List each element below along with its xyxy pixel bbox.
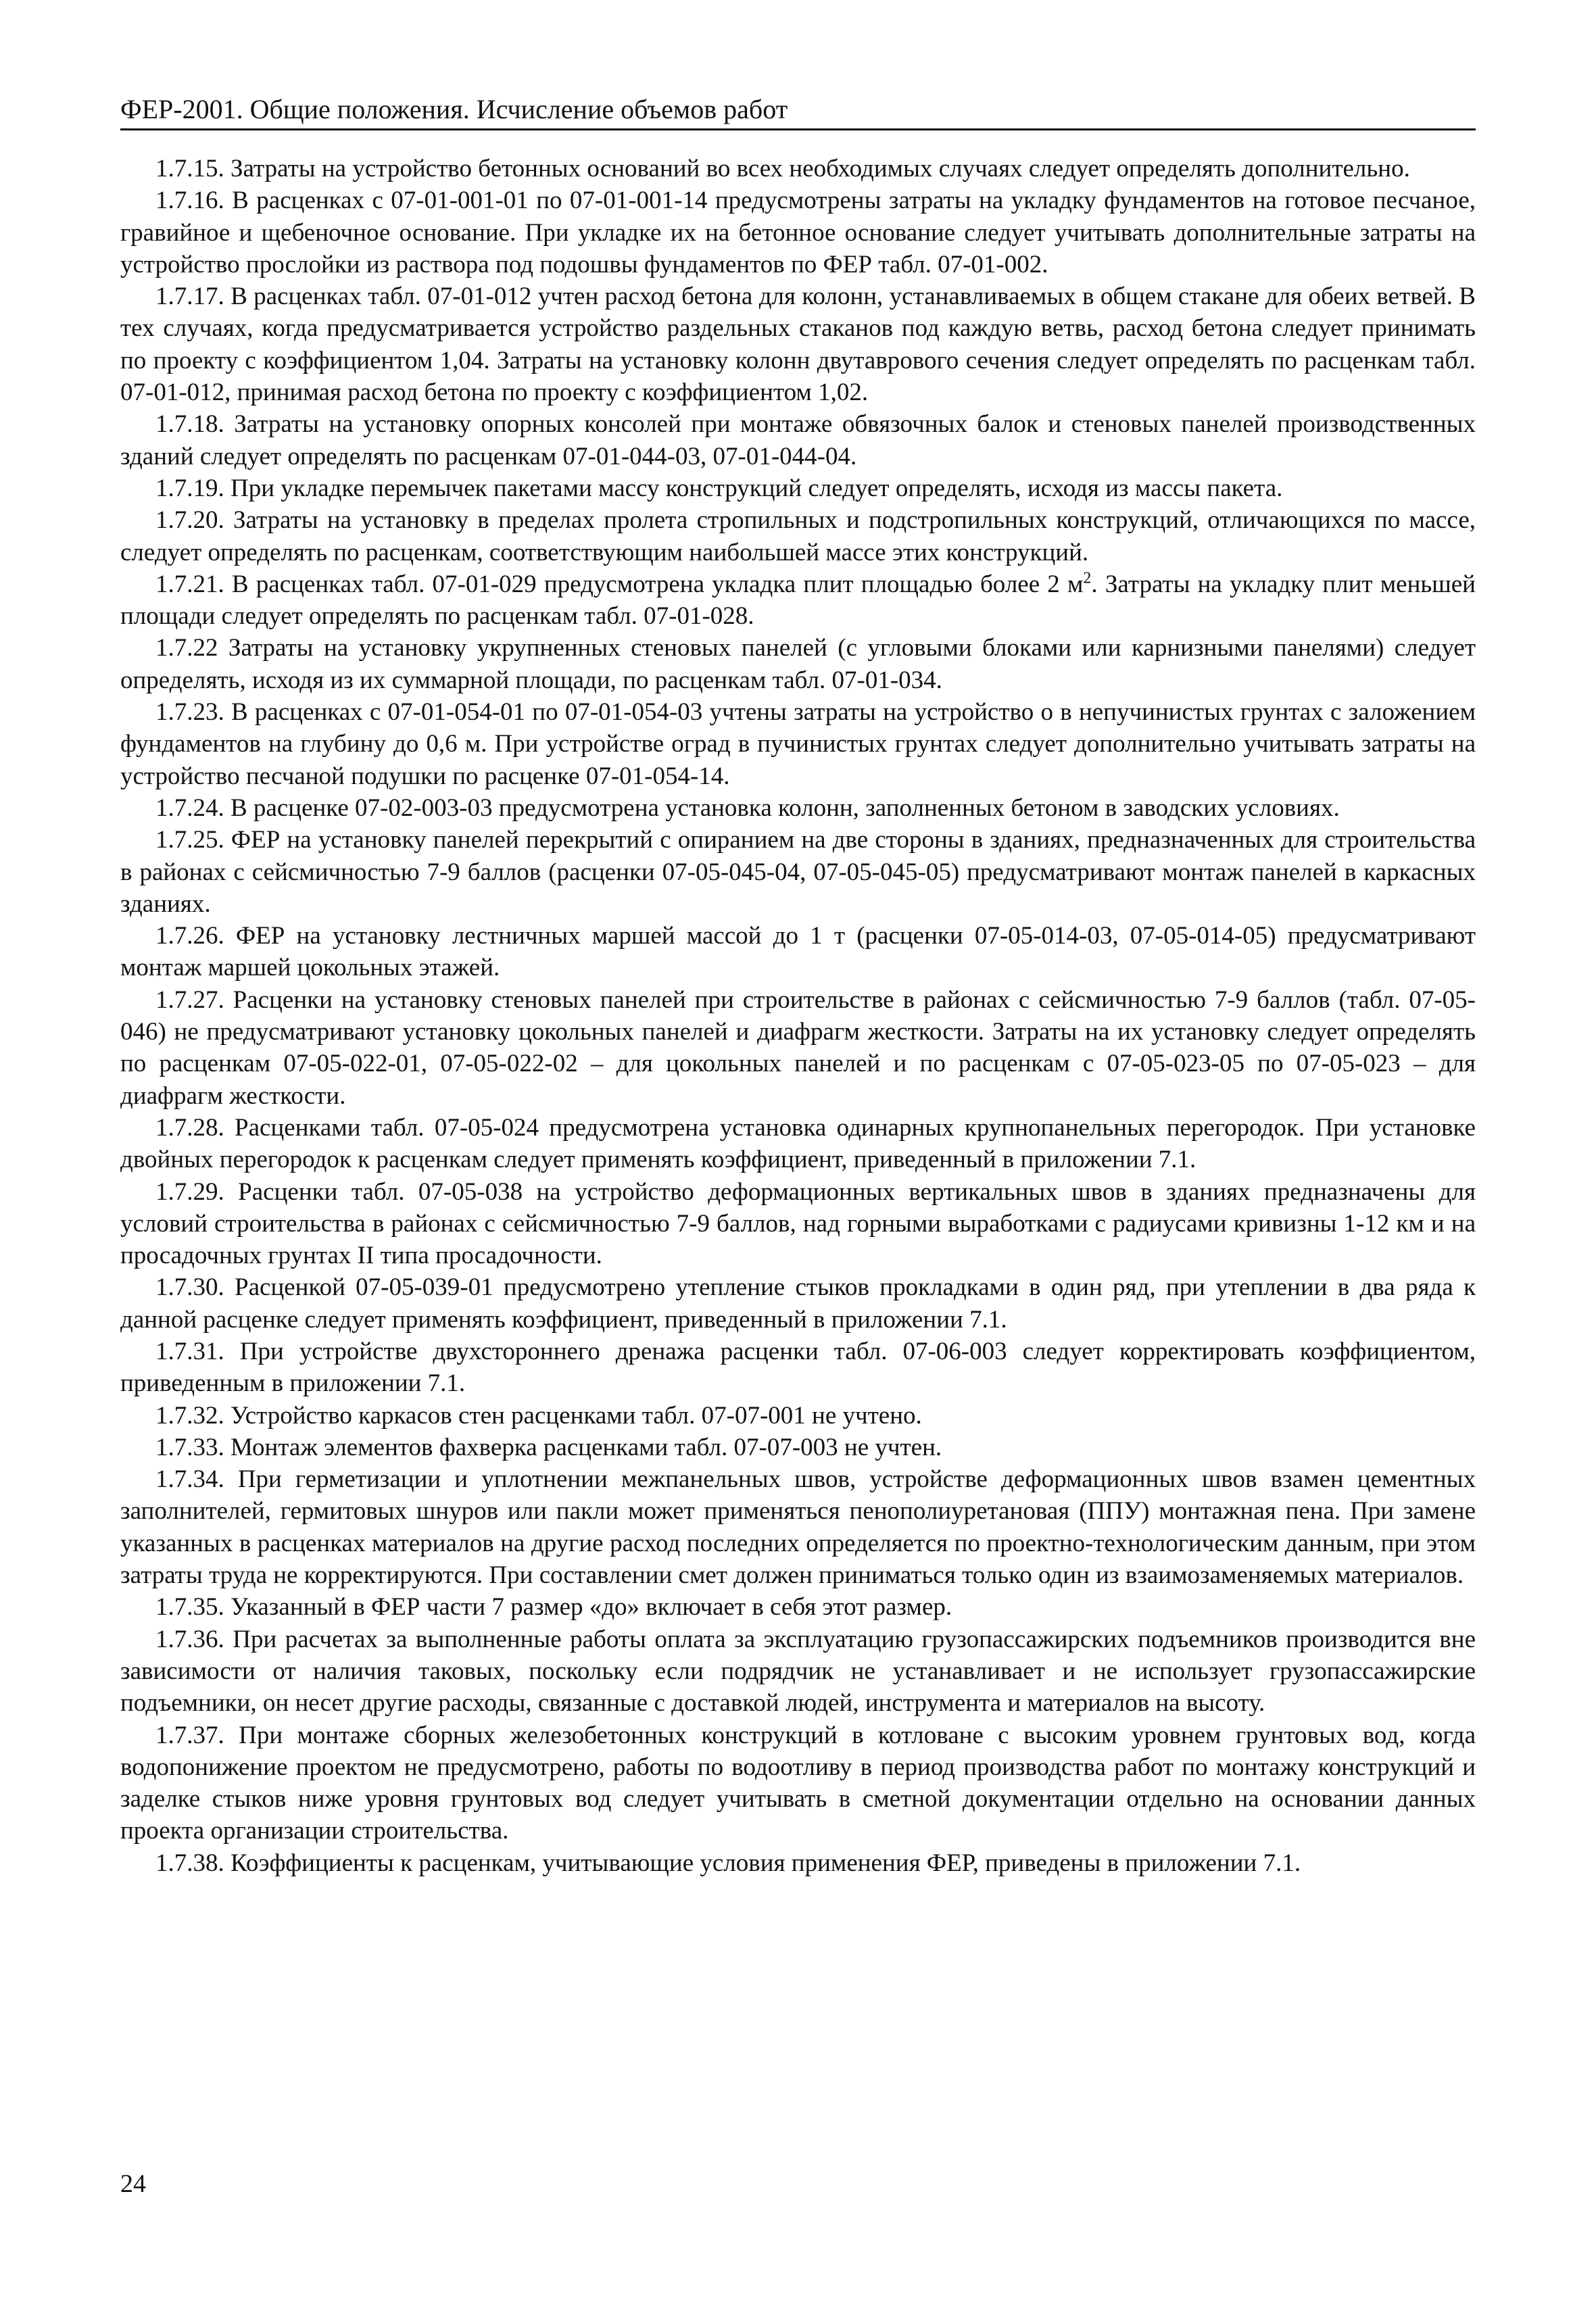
paragraph-1-7-21-tail: . Затраты на укладку плит меньшей площади следует определять по расценкам табл. 07-01-028. bbox=[120, 570, 1476, 631]
paragraph-1-7-16: 1.7.16. В расценках с 07-01-001-01 по 07-01-001-14 предусмотрены затраты на укладку фундаментов на готовое песчаное, гравийное и щебеночное основание. При укладке их на бетонное основание следует учитывать дополнительные затраты на устройство прослойки из раствора под подошвы фундаментов по ФЕР табл. 07-01-002. bbox=[120, 187, 1476, 278]
page-header: ФЕР-2001. Общие положения. Исчисление объемов работ bbox=[120, 93, 1476, 130]
paragraph-1-7-27: 1.7.27. Расценки на установку стеновых панелей при строительстве в районах с сейсмичностью 7-9 баллов (табл. 07-05-046) не предусматривают установку цокольных панелей и диафрагм жесткости. Затраты на их установку следует определять по расценкам 07-05-022-01, 07-05-022-02 – для цокольных панелей и по расценкам с 07-05-023-05 по 07-05-023 – для диафрагм жесткости. bbox=[120, 985, 1476, 1110]
paragraph-1-7-33: 1.7.33. Монтаж элементов фахверка расценками табл. 07-07-003 не учтен. bbox=[155, 1433, 942, 1461]
paragraph-1-7-17: 1.7.17. В расценках табл. 07-01-012 учтен расход бетона для колонн, устанавливаемых в общем стакане для обеих ветвей. В тех случаях, когда предусматривается устройство раздельных стаканов под каждую ветвь, расход бетона следует принимать по проекту с коэффициентом 1,04. Затраты на установку колонн двутаврового сечения следует определять по расценкам табл. 07-01-012, принимая расход бетона по проекту с коэффициентом 1,02. bbox=[120, 283, 1476, 407]
paragraph-1-7-19: 1.7.19. При укладке перемычек пакетами массу конструкций следует определять, исходя из массы пакета. bbox=[155, 474, 1283, 502]
paragraph-1-7-29: 1.7.29. Расценки табл. 07-05-038 на устройство деформационных вертикальных швов в зданиях предназначены для условий строительства в районах с сейсмичностью 7-9 баллов, над горными выработками с радиусами кривизны 1-12 км и на просадочных грунтах II типа просадочности. bbox=[120, 1177, 1476, 1270]
paragraph-1-7-21-text: 1.7.21. В расценках табл. 07-01-029 предусмотрена укладка плит площадью более 2 м bbox=[155, 570, 1084, 598]
paragraph-1-7-25: 1.7.25. ФЕР на установку панелей перекрытий с опиранием на две стороны в зданиях, предназначенных для строительства в районах с сейсмичностью 7-9 баллов (расценки 07-05-045-04, 07-05-045-05) предусматривают монтаж панелей в каркасных зданиях. bbox=[120, 826, 1476, 918]
superscript-square: 2 bbox=[1083, 569, 1092, 587]
paragraph-1-7-21 bbox=[120, 568, 1476, 633]
paragraph-1-7-36: 1.7.36. При расчетах за выполненные работы оплата за эксплуатацию грузопассажирских подъемников производится вне зависимости от наличия таковых, поскольку если подрядчик не устанавливает и не использует грузопассажирские подъемники, он несет другие расходы, связанные с доставкой людей, инструмента и материалов на высоту. bbox=[120, 1625, 1476, 1717]
paragraph-1-7-35: 1.7.35. Указанный в ФЕР части 7 размер «до» включает в себя этот размер. bbox=[155, 1593, 952, 1622]
paragraph-1-7-37: 1.7.37. При монтаже сборных железобетонных конструкций в котловане с высоким уровнем грунтовых вод, когда водопонижение проектом не предусмотрено, работы по водоотливу в период производства работ по монтажу конструкций и заделке стыков ниже уровня грунтовых вод следует учитывать в сметной документации отдельно на основании данных проекта организации строительства. bbox=[120, 1721, 1476, 1845]
paragraph-1-7-34: 1.7.34. При герметизации и уплотнении межпанельных швов, устройстве деформационных швов взамен цементных заполнителей, гермитовых шнуров или пакли может применяться пенополиуретановая (ППУ) монтажная пена. При замене указанных в расценках материалов на другие расход последних определяется по проектно-технологическим данным, при этом затраты труда не корректируются. При составлении смет должен приниматься только один из взаимозаменяемых материалов. bbox=[120, 1465, 1476, 1590]
document-body bbox=[120, 153, 1476, 1879]
paragraph-1-7-22: 1.7.22 Затраты на установку укрупненных стеновых панелей (с угловыми блоками или карнизными панелями) следует определять, исходя из их суммарной площади, по расценкам табл. 07-01-034. bbox=[120, 634, 1476, 694]
paragraph-1-7-30: 1.7.30. Расценкой 07-05-039-01 предусмотрено утепление стыков прокладками в один ряд, при утеплении в два ряда к данной расценке следует применять коэффициент, приведенный в приложении 7.1. bbox=[120, 1273, 1476, 1334]
paragraph-1-7-28: 1.7.28. Расценками табл. 07-05-024 предусмотрена установка одинарных крупнопанельных перегородок. При установке двойных перегородок к расценкам следует применять коэффициент, приведенный в приложении 7.1. bbox=[120, 1113, 1476, 1174]
paragraph-1-7-24: 1.7.24. В расценке 07-02-003-03 предусмотрена установка колонн, заполненных бетоном в заводских условиях. bbox=[155, 794, 1340, 822]
page-number: 24 bbox=[120, 2170, 146, 2198]
paragraph-1-7-31: 1.7.31. При устройстве двухстороннего дренажа расценки табл. 07-06-003 следует корректировать коэффициентом, приведенным в приложении 7.1. bbox=[120, 1337, 1476, 1398]
paragraph-1-7-15: 1.7.15. Затраты на устройство бетонных оснований во всех необходимых случаях следует определять дополнительно. bbox=[155, 155, 1410, 182]
paragraph-1-7-38: 1.7.38. Коэффициенты к расценкам, учитывающие условия применения ФЕР, приведены в приложении 7.1. bbox=[155, 1849, 1301, 1877]
paragraph-1-7-18: 1.7.18. Затраты на установку опорных консолей при монтаже обвязочных балок и стеновых панелей производственных зданий следует определять по расценкам 07-01-044-03, 07-01-044-04. bbox=[120, 410, 1476, 470]
paragraph-1-7-32: 1.7.32. Устройство каркасов стен расценками табл. 07-07-001 не учтено. bbox=[155, 1401, 922, 1430]
paragraph-1-7-20: 1.7.20. Затраты на установку в пределах пролета стропильных и подстропильных конструкций, отличающихся по массе, следует определять по расценкам, соответствующим наибольшей массе этих конструкций. bbox=[120, 506, 1476, 566]
paragraph-1-7-23: 1.7.23. В расценках с 07-01-054-01 по 07-01-054-03 учтены затраты на устройство о в непучинистых грунтах с заложением фундаментов на глубину до 0,6 м. При устройстве оград в пучинистых грунтах следует дополнительно учитывать затраты на устройство песчаной подушки по расценке 07-01-054-14. bbox=[120, 698, 1476, 790]
paragraph-1-7-26: 1.7.26. ФЕР на установку лестничных маршей массой до 1 т (расценки 07-05-014-03, 07-05-014-05) предусматривают монтаж маршей цокольных этажей. bbox=[120, 922, 1476, 982]
